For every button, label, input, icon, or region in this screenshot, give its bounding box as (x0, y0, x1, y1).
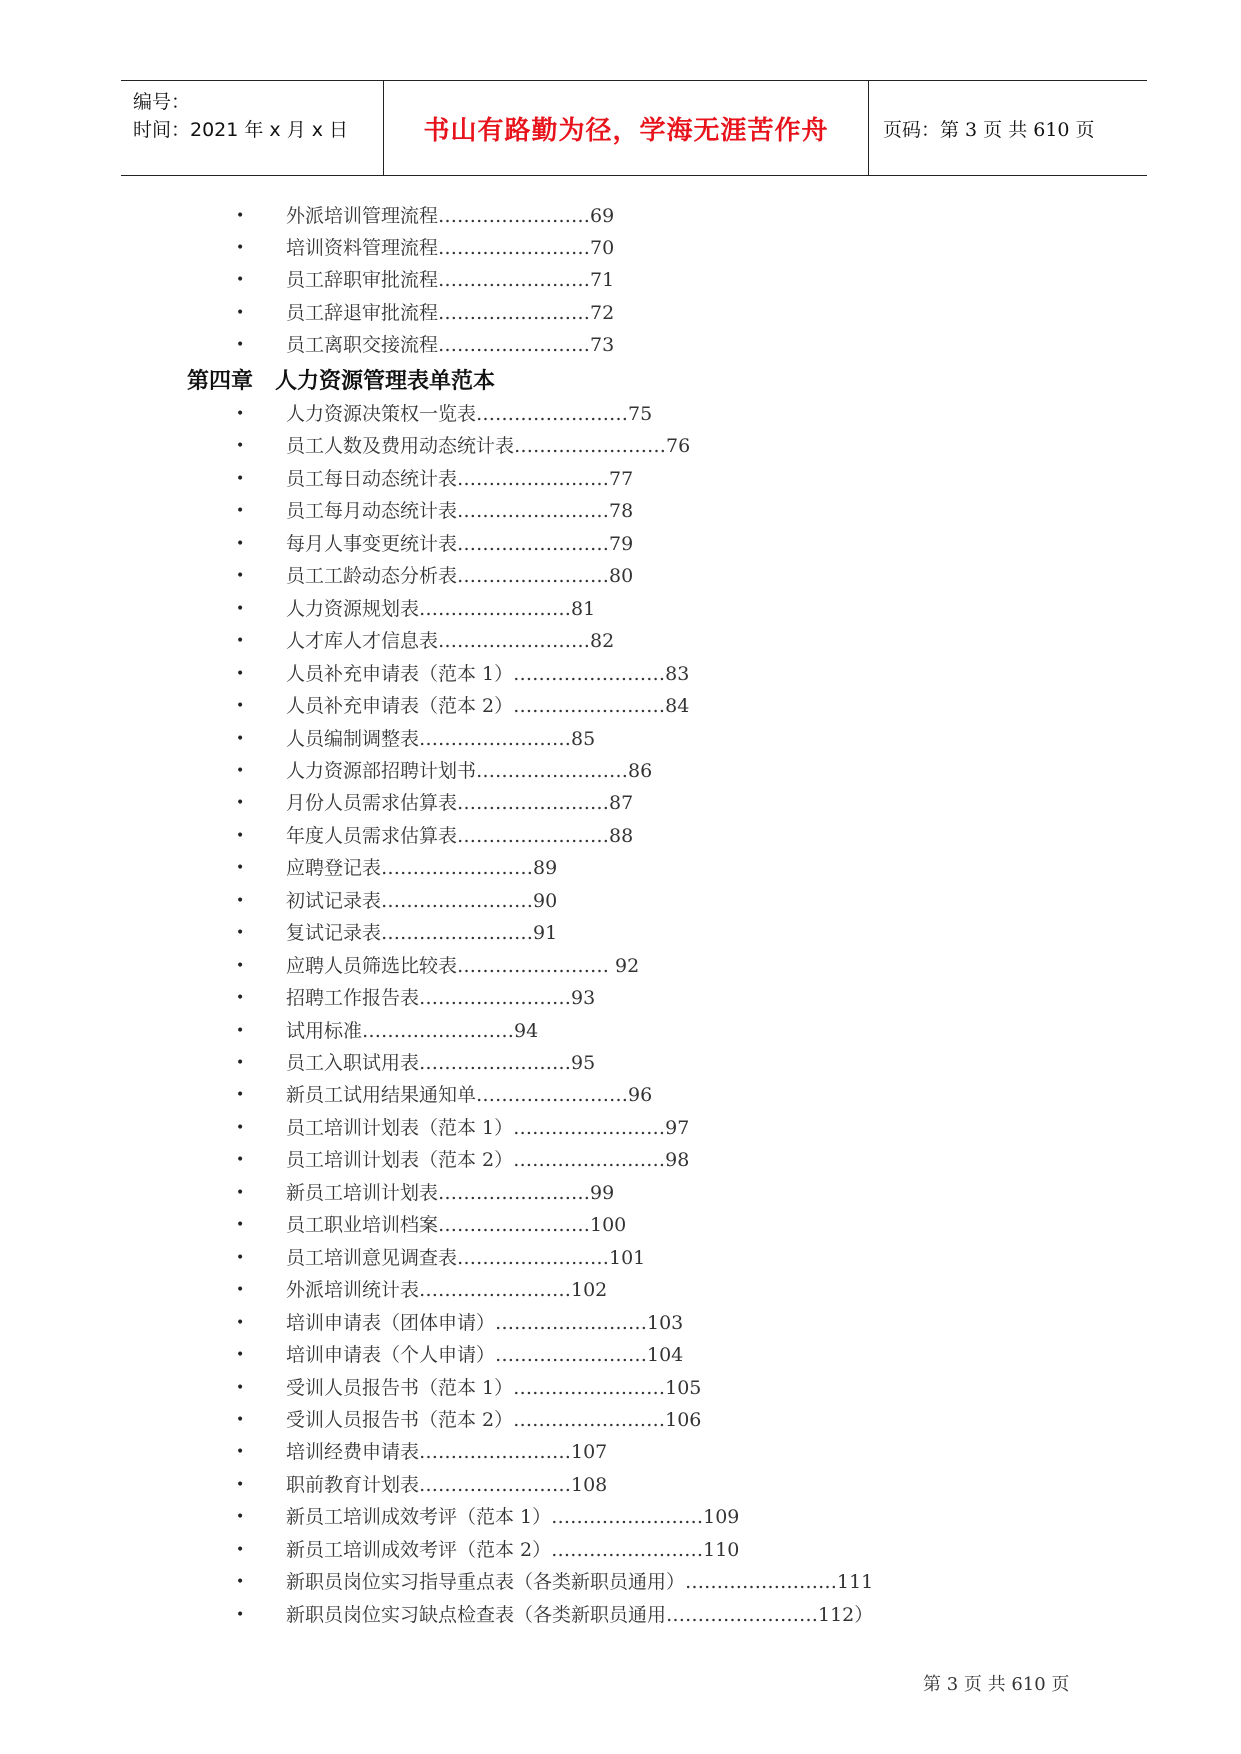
bullet-icon: • (236, 406, 245, 422)
bullet-icon: • (236, 304, 245, 321)
bullet-icon: • (236, 535, 245, 552)
toc-entry-text: 人员编制调整表……………………85 (286, 727, 596, 750)
toc-entry-text: 培训申请表（团体申请）……………………103 (286, 1311, 684, 1334)
toc-entry-text: 新员工培训成效考评（范本 2）……………………110 (286, 1538, 740, 1561)
chapter-heading (187, 364, 495, 395)
toc-entry-text: 员工人数及费用动态统计表……………………76 (286, 435, 691, 458)
bullet-icon: • (236, 1119, 245, 1136)
toc-entry-text: 员工辞职审批流程……………………71 (286, 269, 615, 292)
toc-entry-text: 受训人员报告书（范本 2）……………………106 (286, 1408, 702, 1431)
toc-entry-text: 每月人事变更统计表……………………79 (286, 532, 634, 555)
toc-entry-text: 员工培训意见调查表……………………101 (286, 1246, 646, 1269)
chapter-number: 第四章 (187, 368, 254, 394)
bullet-icon: • (236, 1444, 245, 1461)
bullet-icon: • (236, 600, 245, 617)
toc-entry-text: 员工工龄动态分析表……………………80 (286, 565, 634, 588)
toc-entry-text: 受训人员报告书（范本 1）……………………105 (286, 1376, 702, 1399)
bullet-icon: • (236, 892, 245, 909)
bullet-icon: • (236, 208, 245, 224)
toc-entry-text: 员工辞退审批流程……………………72 (286, 301, 615, 324)
toc-entry-text: 员工入职试用表……………………95 (286, 1052, 596, 1074)
toc-entry-text: 培训经费申请表……………………107 (286, 1441, 608, 1464)
bullet-icon: • (236, 1282, 245, 1299)
toc-entry-text: 人力资源规划表……………………81 (286, 597, 596, 620)
toc-entry-text: 员工每月动态统计表……………………78 (286, 500, 634, 523)
bullet-icon: • (236, 860, 245, 877)
toc-entry-text: 职前教育计划表……………………108 (286, 1473, 608, 1496)
toc-entry-text: 月份人员需求估算表……………………87 (286, 792, 634, 815)
bullet-icon: • (236, 1152, 245, 1169)
bullet-icon: • (236, 665, 245, 682)
toc-entry-text: 招聘工作报告表……………………93 (286, 987, 596, 1010)
bullet-icon: • (236, 1184, 245, 1201)
toc-entry-text: 培训申请表（个人申请）……………………104 (286, 1344, 684, 1367)
toc-entry-text: 试用标准……………………94 (286, 1019, 539, 1042)
toc-entry-text: 应聘人员筛选比较表…………………… 92 (286, 954, 640, 977)
bullet-icon: • (236, 1476, 245, 1493)
bullet-icon: • (236, 1574, 245, 1591)
bullet-icon: • (236, 827, 245, 844)
bullet-icon: • (236, 503, 245, 520)
bullet-icon: • (236, 1022, 245, 1039)
bullet-icon: • (236, 698, 245, 715)
bullet-icon: • (236, 1606, 245, 1623)
bullet-icon: • (236, 633, 245, 650)
toc-entry-text: 年度人员需求估算表……………………88 (286, 824, 634, 847)
bullet-icon: • (236, 1055, 245, 1071)
toc-entry-text: 人员补充申请表（范本 2）……………………84 (286, 695, 690, 718)
header-left-cell (121, 81, 383, 175)
bullet-icon: • (236, 730, 245, 747)
bullet-icon: • (236, 336, 245, 353)
toc-entry-text: 新职员岗位实习指导重点表（各类新职员通用）……………………111 (286, 1571, 874, 1594)
toc-entry-text: 培训资料管理流程……………………70 (286, 237, 615, 260)
bullet-icon: • (236, 1411, 245, 1428)
header-motto-cell (383, 81, 869, 175)
toc-entry-text: 复试记录表……………………91 (286, 922, 558, 945)
bullet-icon: • (236, 1509, 245, 1526)
toc-entry-text: 人力资源决策权一览表……………………75 (286, 403, 653, 425)
bullet-icon: • (236, 272, 245, 289)
toc-entry-text: 新员工培训成效考评（范本 1）……………………109 (286, 1506, 740, 1529)
toc-entry-text: 新员工试用结果通知单……………………96 (286, 1084, 653, 1107)
toc-entry-text: 新员工培训计划表……………………99 (286, 1181, 615, 1204)
bullet-icon: • (236, 1087, 245, 1104)
bullet-icon: • (236, 957, 245, 974)
bullet-icon: • (236, 240, 245, 257)
toc-entry-text: 员工培训计划表（范本 2）……………………98 (286, 1149, 690, 1172)
toc-entry-text: 外派培训统计表……………………102 (286, 1279, 608, 1302)
toc-entry-text: 员工每日动态统计表……………………77 (286, 467, 634, 490)
toc-entry-text: 人力资源部招聘计划书……………………86 (286, 759, 653, 782)
toc-entry-text: 人员补充申请表（范本 1）……………………83 (286, 662, 690, 685)
header-page-cell (869, 81, 1147, 175)
chapter-title: 人力资源管理表单范本 (275, 368, 496, 394)
bullet-icon: • (236, 925, 245, 942)
bullet-icon: • (236, 795, 245, 812)
toc-entry-text: 新职员岗位实习缺点检查表（各类新职员通用……………………112） (286, 1603, 874, 1626)
toc-entry-text: 外派培训管理流程……………………69 (286, 205, 615, 227)
page-footer: 第 3 页 共 610 页 (923, 1674, 1070, 1695)
bullet-icon: • (236, 438, 245, 455)
bullet-icon: • (236, 1314, 245, 1331)
bullet-icon: • (236, 1541, 245, 1558)
bullet-icon: • (236, 1347, 245, 1364)
bullet-icon: • (236, 1379, 245, 1396)
page-info: 页码：第 3 页 共 610 页 (883, 118, 1095, 141)
toc-entry-text: 应聘登记表……………………89 (286, 857, 558, 880)
toc-entry-text: 员工培训计划表（范本 1）……………………97 (286, 1116, 690, 1139)
header-table (121, 80, 1147, 176)
time-label: 时间：2021 年 x 月 x 日 (133, 119, 349, 141)
bullet-icon: • (236, 568, 245, 585)
bullet-icon: • (236, 990, 245, 1007)
number-label: 编号： (133, 91, 191, 113)
toc-entry-text: 初试记录表……………………90 (286, 889, 558, 912)
toc-entry-text: 人才库人才信息表……………………82 (286, 630, 615, 653)
bullet-icon: • (236, 1217, 245, 1234)
bullet-icon: • (236, 1249, 245, 1266)
toc-entry-text: 员工职业培训档案……………………100 (286, 1214, 627, 1237)
toc-entry-text: 员工离职交接流程……………………73 (286, 333, 615, 356)
motto: 书山有路勤为径，学海无涯苦作舟 (423, 115, 829, 146)
bullet-icon: • (236, 470, 245, 487)
bullet-icon: • (236, 762, 245, 779)
